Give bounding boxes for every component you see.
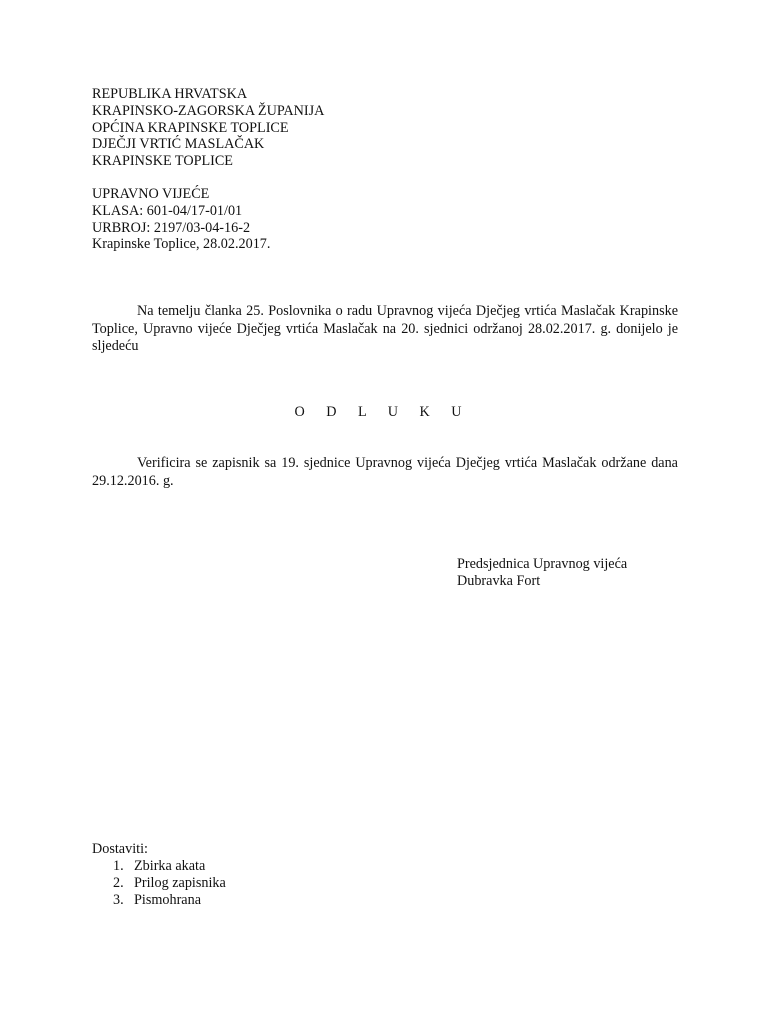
delivery-heading: Dostaviti: — [92, 841, 148, 857]
decision-title: O D L U K U — [294, 404, 471, 420]
delivery-block — [92, 841, 226, 909]
decision-body: Verificira se zapisnik sa 19. sjednice Upravnog vijeća Dječjeg vrtića Maslačak održane dana 29.12.2016. g. — [92, 455, 678, 489]
header-institution: DJEČJI VRTIĆ MASLAČAK — [92, 136, 265, 153]
list-item — [92, 892, 226, 909]
header-municipality: OPĆINA KRAPINSKE TOPLICE — [92, 119, 289, 136]
place-and-date: Krapinske Toplice, 28.02.2017. — [92, 236, 271, 253]
list-item — [92, 858, 226, 875]
delivery-list — [92, 858, 226, 909]
document-meta — [92, 186, 270, 253]
list-item — [92, 875, 226, 892]
list-item-text: Zbirka akata — [134, 857, 206, 874]
urbroj-reference: URBROJ: 2197/03-04-16-2 — [92, 219, 251, 236]
klasa-reference: KLASA: 601-04/17-01/01 — [92, 202, 243, 219]
header-county: KRAPINSKO-ZAGORSKA ŽUPANIJA — [92, 102, 325, 119]
document-header — [92, 86, 324, 170]
intro-paragraph: Na temelju članka 25. Poslovnika o radu Upravnog vijeća Dječjeg vrtića Maslačak Krapinske Toplice, Upravno vijeće Dječjeg vrtića Maslačak na 20. sjednici održanoj 28.02.2017. g. donijelo je sljedeću — [92, 303, 678, 354]
list-item-text: Pismohrana — [134, 891, 201, 908]
list-item-number: 1. — [113, 857, 124, 874]
issuing-body: UPRAVNO VIJEĆE — [92, 186, 210, 202]
header-country: REPUBLIKA HRVATSKA — [92, 86, 248, 102]
signature-block — [457, 556, 627, 590]
signatory-name: Dubravka Fort — [457, 572, 541, 589]
signatory-role: Predsjednica Upravnog vijeća — [457, 556, 628, 572]
list-item-number: 3. — [113, 891, 124, 908]
list-item-text: Prilog zapisnika — [134, 874, 226, 891]
header-town: KRAPINSKE TOPLICE — [92, 153, 233, 170]
list-item-number: 2. — [113, 874, 124, 891]
